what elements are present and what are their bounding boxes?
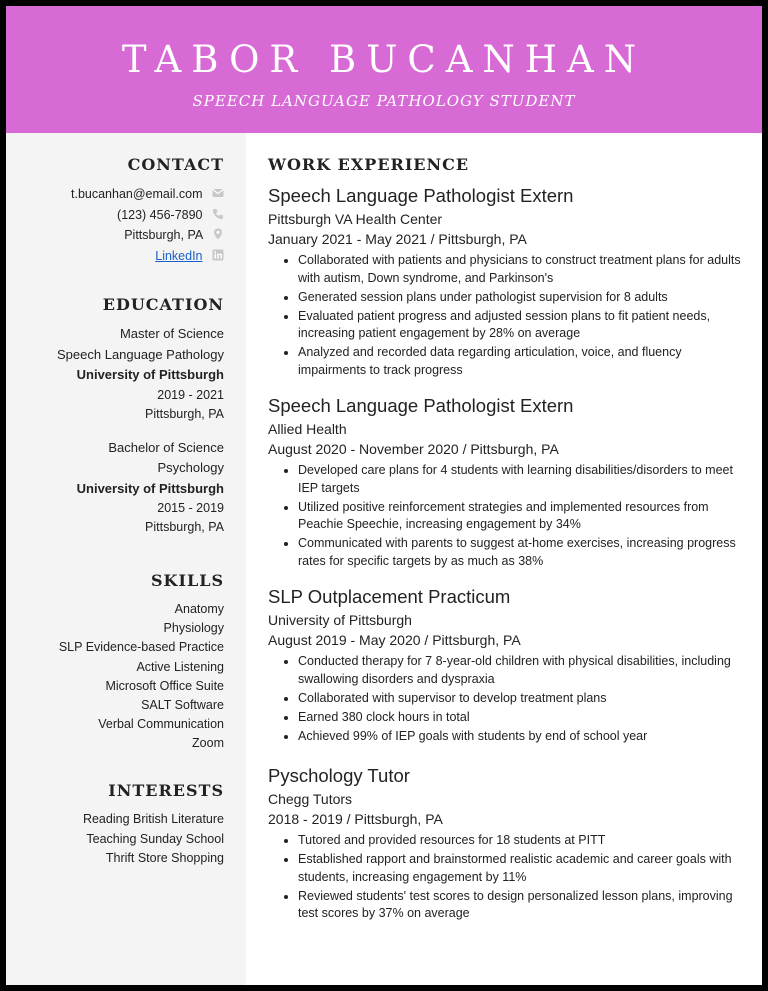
job-dates-location: January 2021 - May 2021 / Pittsburgh, PA (268, 231, 527, 247)
contact-email-row (24, 184, 224, 205)
linkedin-link[interactable]: LinkedIn (155, 248, 203, 263)
job-bullets (268, 832, 743, 923)
job-bullet: • Achieved 99% of IEP goals with students by end of school year (298, 728, 743, 746)
job-bullet: • Earned 380 clock hours in total (298, 709, 743, 727)
skill-item: SALT Software (141, 698, 224, 713)
education-location: Pittsburgh, PA (145, 406, 224, 421)
education-section (24, 295, 224, 537)
interest-item: Thrift Store Shopping (105, 851, 224, 865)
job-entry (268, 395, 743, 572)
education-dates: 2015 - 2019 (157, 501, 224, 515)
resume-page (6, 6, 762, 985)
job-company: Allied Health (268, 421, 347, 437)
job-dates-location: August 2020 - November 2020 / Pittsburgh, PA (268, 441, 559, 457)
interests-section (24, 781, 224, 869)
job-bullet: • Reviewed students' test scores to design personalized lesson plans, improving test scores by 37% on average (298, 888, 743, 923)
skill-item: Active Listening (136, 659, 224, 674)
education-field: Speech Language Pathology (57, 346, 224, 362)
education-heading: EDUCATION (102, 295, 224, 314)
job-title: Speech Language Pathologist Extern (268, 185, 574, 206)
skill-item: Verbal Communication (98, 717, 224, 732)
job-bullet: • Communicated with parents to suggest at-home exercises, increasing progress rates for specific targets by as much as 38% (298, 535, 743, 570)
education-degree: Bachelor of Science (108, 439, 224, 455)
map-pin-icon (212, 228, 224, 240)
left-sidebar (6, 133, 246, 985)
job-bullet: • Tutored and provided resources for 18 students at PITT (298, 832, 743, 850)
job-bullet: • Collaborated with patients and physicians to construct treatment plans for adults with autism, Down syndrome, and Parkinson's (298, 252, 743, 287)
job-bullet: • Established rapport and brainstormed realistic academic and career goals with students, increasing engagement by 11% (298, 851, 743, 886)
education-location: Pittsburgh, PA (145, 520, 224, 534)
job-bullet: • Conducted therapy for 7 8-year-old children with physical disabilities, including swallowing disorders and dyspraxia (298, 653, 743, 688)
skills-heading: SKILLS (151, 571, 224, 590)
job-bullets (268, 462, 743, 570)
skill-item: Physiology (163, 621, 224, 636)
contact-location: Pittsburgh, PA (124, 228, 203, 242)
contact-email[interactable]: t.bucanhan@email.com (71, 187, 203, 201)
job-company: University of Pittsburgh (268, 612, 412, 628)
job-bullet: • Developed care plans for 4 students with learning disabilities/disorders to meet IEP targets (298, 462, 743, 497)
linkedin-icon (212, 249, 224, 261)
education-school: University of Pittsburgh (76, 367, 224, 382)
job-entry (268, 765, 743, 924)
education-school: University of Pittsburgh (76, 480, 224, 496)
contact-phone: (123) 456-7890 (117, 207, 203, 222)
contact-location-row (24, 225, 224, 246)
skills-section (24, 571, 224, 754)
main-content (268, 133, 742, 985)
resume-header (6, 6, 762, 133)
job-bullet: • Generated session plans under pathologist supervision for 8 adults (298, 289, 743, 307)
job-bullet: • Collaborated with supervisor to develop treatment plans (298, 690, 743, 708)
interest-item: Teaching Sunday School (86, 831, 224, 846)
job-entry (268, 586, 743, 747)
job-company: Pittsburgh VA Health Center (268, 211, 443, 227)
skill-item: Microsoft Office Suite (105, 678, 224, 693)
interests-heading: INTERESTS (108, 781, 224, 800)
job-title: SLP Outplacement Practicum (268, 586, 511, 607)
work-experience-heading: WORK EXPERIENCE (268, 155, 470, 174)
interest-item: Reading British Literature (82, 812, 224, 826)
education-dates: 2019 - 2021 (157, 387, 224, 402)
skill-item: Anatomy (174, 602, 224, 616)
contact-linkedin-row (24, 246, 224, 267)
job-bullet: • Utilized positive reinforcement strategies and implemented resources from Peachie Speechie, increasing engagement by 34% (298, 499, 743, 534)
contact-section (24, 155, 224, 266)
job-title: Speech Language Pathologist Extern (268, 395, 574, 416)
phone-icon (212, 208, 224, 220)
job-bullets (268, 653, 743, 745)
job-title: Pyschology Tutor (268, 765, 410, 786)
education-entry (24, 324, 224, 424)
job-bullets (268, 252, 743, 379)
job-bullet: • Analyzed and recorded data regarding articulation, voice, and fluency impairments to track progress (298, 344, 743, 379)
candidate-name: TABOR BUCANHAN (121, 38, 647, 81)
education-degree: Master of Science (119, 326, 224, 341)
job-company: Chegg Tutors (268, 791, 353, 807)
skill-item: SLP Evidence-based Practice (58, 640, 224, 655)
job-dates-location: August 2019 - May 2020 / Pittsburgh, PA (268, 632, 521, 648)
job-entry (268, 185, 743, 381)
job-bullet: • Evaluated patient progress and adjusted session plans to fit patient needs, increasing patient engagement by 28% on average (298, 308, 743, 343)
contact-phone-row (24, 205, 224, 226)
candidate-title: SPEECH LANGUAGE PATHOLOGY STUDENT (192, 92, 576, 110)
envelope-icon (212, 187, 224, 199)
education-field: Psychology (157, 460, 224, 475)
education-entry (24, 438, 224, 538)
contact-heading: CONTACT (127, 155, 224, 174)
job-dates-location: 2018 - 2019 / Pittsburgh, PA (268, 811, 443, 827)
skill-item: Zoom (192, 736, 224, 751)
